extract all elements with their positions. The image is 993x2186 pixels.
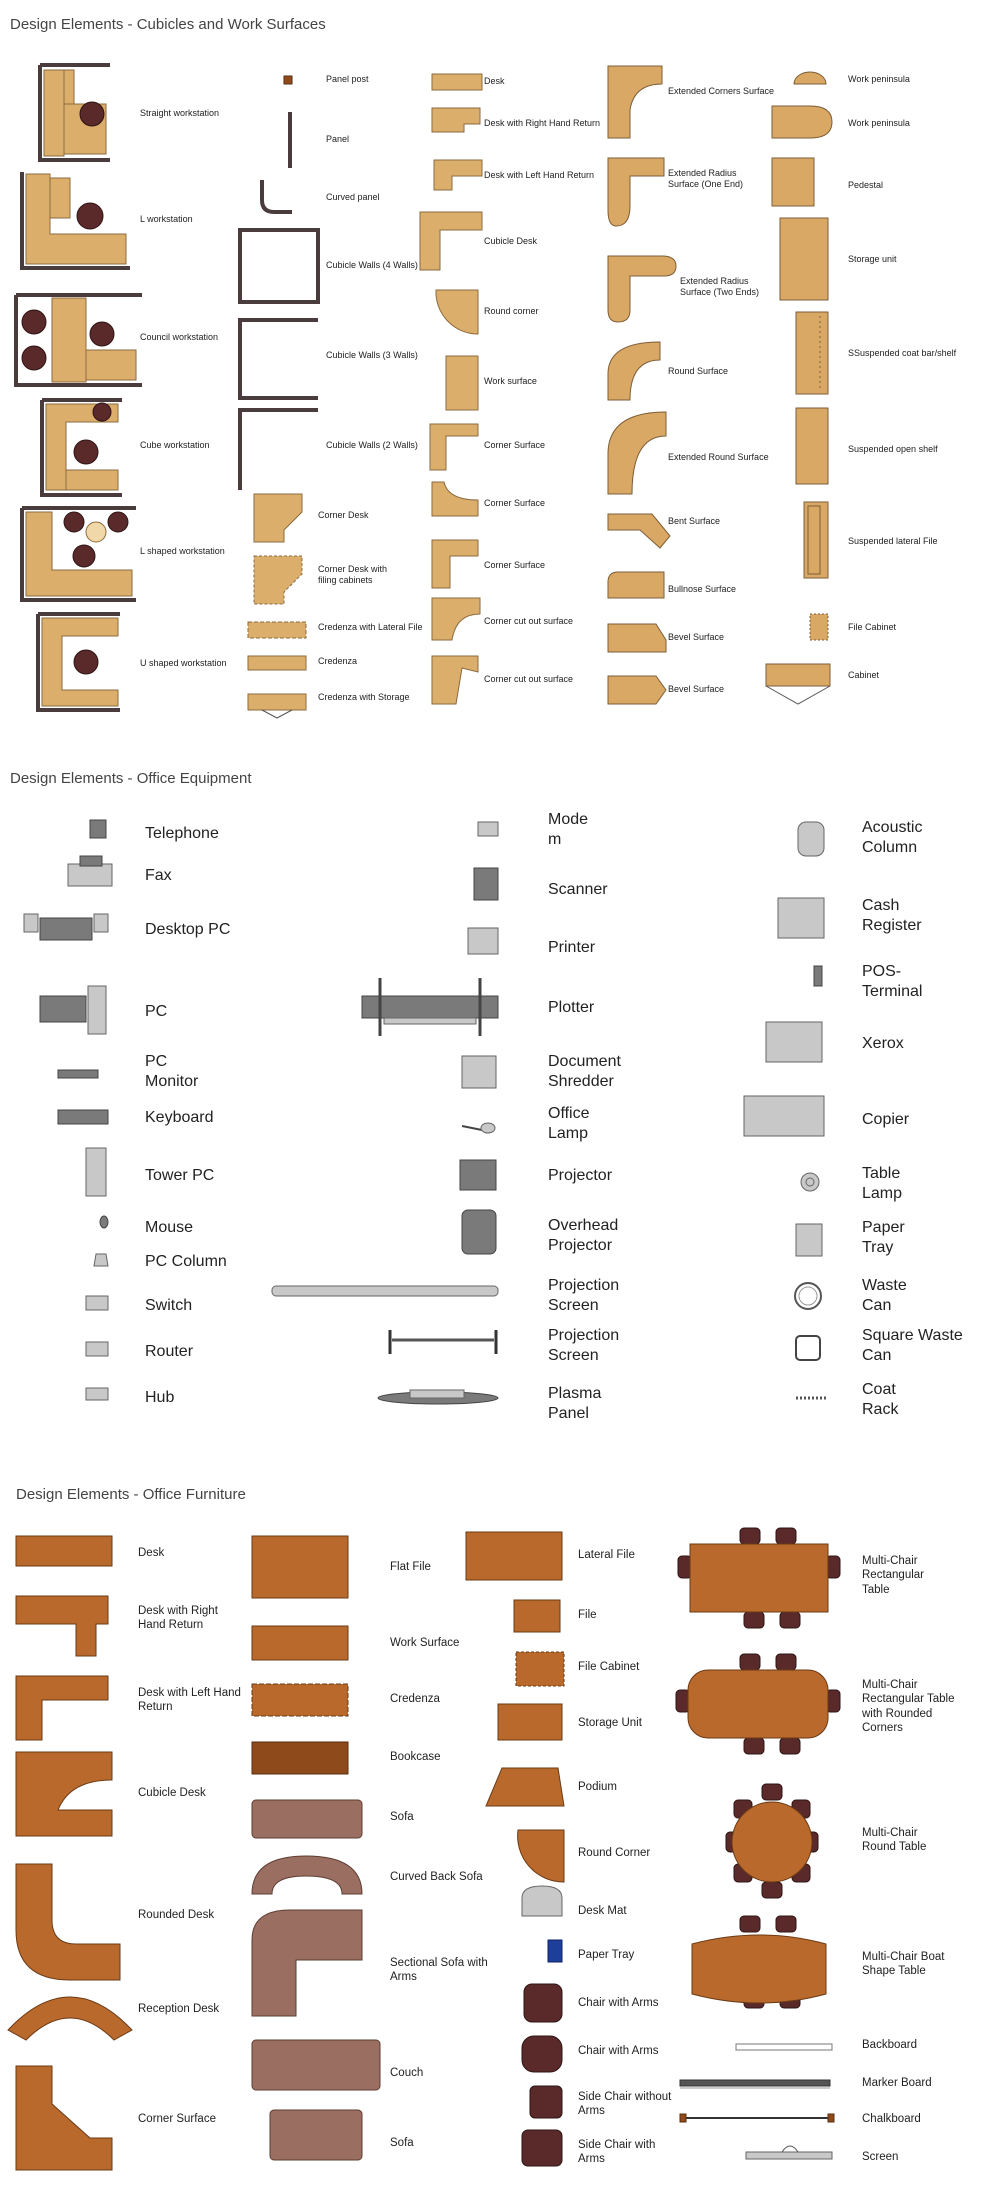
label-curved-back-sofa: Curved Back Sofa	[390, 1871, 483, 1883]
label-pc-monitor: PC Monitor	[145, 1053, 199, 1090]
overhead-projector-shape[interactable]	[462, 1210, 496, 1254]
label-multi-chair-rectangular-table: Multi-Chair Rectangular Table	[862, 1555, 925, 1596]
sectional-sofa-shape[interactable]	[252, 1910, 362, 2016]
file-cabinet-shape[interactable]	[810, 614, 828, 640]
label-acoustic-column: Acoustic Column	[862, 819, 923, 856]
label-multi-chair-rounded-table: Multi-Chair Rectangular Table with Rounded Corners	[862, 1679, 955, 1735]
round-surface-shape[interactable]	[608, 342, 660, 400]
label-corner-cut-out-b: Corner cut out surface	[484, 674, 574, 684]
section-title-office-furniture: Design Elements - Office Furniture	[16, 1486, 246, 1503]
label-sofa-a: Sofa	[390, 1811, 414, 1823]
multi-chair-boat-table-shape[interactable]	[692, 1916, 826, 2008]
copier-shape[interactable]	[744, 1096, 824, 1136]
cube-workstation-shape[interactable]	[42, 400, 122, 495]
label-file: File	[578, 1609, 597, 1621]
label-office-lamp: Office Lamp	[548, 1105, 590, 1142]
label-cabinet: Cabinet	[848, 670, 880, 680]
label-projection-screen-a: Projection Screen	[548, 1277, 620, 1314]
label-document-shredder: Document Shredder	[548, 1053, 621, 1090]
label-cube-workstation: Cube workstation	[140, 440, 210, 450]
round-corner-shape[interactable]	[436, 290, 478, 334]
label-round-corner: Round corner	[484, 306, 539, 316]
desk-right-return-shape[interactable]	[432, 108, 480, 132]
suspended-lateral-file-shape[interactable]	[804, 502, 828, 578]
curved-panel-shape[interactable]	[262, 180, 292, 212]
suspended-open-shelf-shape[interactable]	[796, 408, 828, 484]
extended-corners-surface-shape[interactable]	[608, 66, 662, 138]
label-furniture-desk: Desk	[138, 1547, 165, 1559]
label-work-surface: Work surface	[484, 376, 537, 386]
label-waste-can: Waste Can	[862, 1277, 907, 1314]
switch-shape[interactable]	[86, 1296, 108, 1310]
label-l-workstation: L workstation	[140, 214, 193, 224]
label-bullnose-surface: Bullnose Surface	[668, 584, 737, 594]
projection-screen-a-shape[interactable]	[272, 1286, 498, 1296]
chair-with-arms-b-shape[interactable]	[522, 2036, 562, 2072]
label-chair-with-arms-a: Chair with Arms	[578, 1997, 659, 2009]
label-square-waste-can: Square Waste Can	[862, 1327, 963, 1364]
bevel-surface-b-shape[interactable]	[608, 676, 666, 704]
extended-round-surface-shape[interactable]	[608, 412, 666, 494]
office-lamp-shape[interactable]	[462, 1123, 495, 1133]
file-shape[interactable]	[514, 1600, 560, 1632]
label-corner-desk: Corner Desk	[318, 510, 369, 520]
label-panel: Panel	[326, 134, 350, 144]
label-extended-round-surface: Extended Round Surface	[668, 452, 769, 462]
label-side-chair-without-arms: Side Chair without Arms	[578, 2091, 672, 2118]
document-shredder-shape[interactable]	[462, 1056, 496, 1088]
label-furniture-file-cabinet: File Cabinet	[578, 1661, 640, 1673]
label-bevel-surface-a: Bevel Surface	[668, 632, 725, 642]
furniture-storage-unit-shape[interactable]	[498, 1704, 562, 1740]
furniture-corner-surface-shape[interactable]	[16, 2066, 112, 2170]
bent-surface-shape[interactable]	[608, 514, 670, 548]
label-rounded-desk: Rounded Desk	[138, 1909, 215, 1921]
label-bevel-surface-b: Bevel Surface	[668, 684, 725, 694]
label-podium: Podium	[578, 1781, 617, 1793]
label-extended-radius-two-ends: Extended Radius Surface (Two Ends)	[680, 276, 760, 298]
screen-shape[interactable]	[746, 2146, 832, 2159]
work-peninsula-a-shape[interactable]	[794, 72, 826, 84]
telephone-shape[interactable]	[90, 820, 106, 838]
label-furniture-desk-left-return: Desk with Left Hand Return	[138, 1687, 241, 1714]
podium-shape[interactable]	[486, 1768, 564, 1806]
work-surface-shape[interactable]	[446, 356, 478, 410]
label-bent-surface: Bent Surface	[668, 516, 721, 526]
storage-unit-shape[interactable]	[780, 218, 828, 300]
label-straight-workstation: Straight workstation	[140, 108, 220, 118]
u-shaped-workstation-shape[interactable]	[38, 614, 120, 710]
corner-surface-b-shape[interactable]	[432, 482, 478, 516]
label-marker-board: Marker Board	[862, 2077, 932, 2089]
label-credenza: Credenza	[318, 656, 358, 666]
label-u-shaped-workstation: U shaped workstation	[140, 658, 227, 668]
pc-shape[interactable]	[40, 986, 106, 1034]
printer-shape[interactable]	[468, 928, 498, 954]
marker-board-shape[interactable]	[680, 2080, 830, 2088]
label-overhead-projector: Overhead Projector	[548, 1217, 619, 1254]
xerox-shape[interactable]	[766, 1022, 822, 1062]
label-round-surface: Round Surface	[668, 366, 729, 376]
label-pc-column: PC Column	[145, 1253, 227, 1270]
cubicle-walls-3-shape[interactable]	[240, 320, 318, 398]
label-furniture-desk-right-return: Desk with Right Hand Return	[138, 1605, 218, 1632]
label-storage-unit: Storage unit	[848, 254, 897, 264]
label-tower-pc: Tower PC	[145, 1167, 215, 1184]
flat-file-shape[interactable]	[252, 1536, 348, 1598]
bevel-surface-a-shape[interactable]	[608, 624, 666, 652]
label-desktop-pc: Desktop PC	[145, 921, 231, 938]
label-pos-terminal: POS-Terminal	[862, 963, 923, 1000]
label-chair-with-arms-b: Chair with Arms	[578, 2045, 659, 2057]
label-credenza-storage: Credenza with Storage	[318, 692, 410, 702]
label-side-chair-with-arms: Side Chair with Arms	[578, 2139, 656, 2166]
label-plasma-panel: Plasma Panel	[548, 1385, 602, 1422]
chair-with-arms-a-shape[interactable]	[524, 1984, 562, 2022]
label-suspended-open-shelf: Suspended open shelf	[848, 444, 938, 454]
keyboard-shape[interactable]	[58, 1110, 108, 1124]
label-corner-cut-out-a: Corner cut out surface	[484, 616, 574, 626]
modem-shape[interactable]	[478, 822, 498, 836]
cubicle-walls-4-shape[interactable]	[240, 230, 318, 302]
label-desk: Desk	[484, 76, 505, 86]
multi-chair-rounded-rectangular-table-shape[interactable]	[676, 1654, 840, 1754]
desktop-pc-shape[interactable]	[24, 914, 108, 940]
label-pedestal: Pedestal	[848, 180, 884, 190]
label-corner-surface-b: Corner Surface	[484, 498, 546, 508]
l-workstation-shape[interactable]	[22, 172, 130, 268]
label-extended-corners-surface: Extended Corners Surface	[668, 86, 775, 96]
furniture-work-surface-shape[interactable]	[252, 1626, 348, 1660]
label-coat-rack: Coat Rack	[862, 1381, 899, 1418]
label-furniture-credenza: Credenza	[390, 1693, 440, 1705]
label-projector: Projector	[548, 1167, 613, 1184]
mouse-shape[interactable]	[100, 1216, 108, 1228]
multi-chair-rectangular-table-shape[interactable]	[678, 1528, 840, 1628]
label-panel-post: Panel post	[326, 74, 369, 84]
label-suspended-coat-bar: SSuspended coat bar/shelf	[848, 348, 957, 358]
pedestal-shape[interactable]	[772, 158, 814, 206]
desk-left-return-shape[interactable]	[434, 160, 482, 190]
scanner-shape[interactable]	[474, 868, 498, 900]
square-waste-can-shape[interactable]	[796, 1336, 820, 1360]
label-corner-surface-c: Corner Surface	[484, 560, 546, 570]
label-modem: Modem	[548, 811, 589, 848]
label-cubicle-desk: Cubicle Desk	[484, 236, 538, 246]
label-extended-radius-one-end: Extended Radius Surface (One End)	[668, 168, 744, 190]
corner-surface-a-shape[interactable]	[430, 424, 478, 470]
label-pc: PC	[145, 1003, 168, 1020]
cabinet-shape[interactable]	[766, 664, 830, 704]
label-keyboard: Keyboard	[145, 1109, 214, 1126]
sofa-a-shape[interactable]	[252, 1800, 362, 1838]
credenza-storage-shape[interactable]	[248, 694, 306, 718]
council-workstation-shape[interactable]	[16, 295, 142, 385]
furniture-round-corner-shape[interactable]	[518, 1830, 564, 1882]
extended-radius-two-ends-shape[interactable]	[608, 256, 676, 322]
sofa-b-shape[interactable]	[270, 2110, 362, 2160]
l-shaped-workstation-shape[interactable]	[22, 508, 136, 600]
section-title-cubicles: Design Elements - Cubicles and Work Surfaces	[10, 16, 326, 33]
hub-shape[interactable]	[86, 1388, 108, 1400]
corner-cut-out-b-shape[interactable]	[432, 656, 478, 704]
pc-monitor-shape[interactable]	[58, 1070, 98, 1078]
curved-back-sofa-shape[interactable]	[252, 1856, 362, 1894]
label-mouse: Mouse	[145, 1219, 194, 1236]
corner-surface-c-shape[interactable]	[432, 540, 478, 588]
label-curved-panel: Curved panel	[326, 192, 380, 202]
label-desk-right-return: Desk with Right Hand Return	[484, 118, 601, 128]
label-furniture-storage-unit: Storage Unit	[578, 1717, 642, 1729]
label-plotter: Plotter	[548, 999, 595, 1016]
suspended-coat-bar-shape[interactable]	[796, 312, 828, 394]
label-sofa-b: Sofa	[390, 2137, 414, 2149]
label-router: Router	[145, 1343, 194, 1360]
work-peninsula-b-shape[interactable]	[772, 106, 832, 138]
cash-register-shape[interactable]	[778, 898, 824, 938]
label-sectional-sofa: Sectional Sofa with Arms	[390, 1957, 488, 1984]
straight-workstation-shape[interactable]	[40, 65, 110, 160]
label-desk-left-return: Desk with Left Hand Return	[484, 170, 595, 180]
side-chair-without-arms-shape[interactable]	[530, 2086, 562, 2118]
label-suspended-lateral-file: Suspended lateral File	[848, 536, 938, 546]
label-switch: Switch	[145, 1297, 193, 1314]
desk-mat-shape[interactable]	[522, 1886, 562, 1916]
label-copier: Copier	[862, 1111, 910, 1128]
label-file-cabinet: File Cabinet	[848, 622, 897, 632]
label-corner-surface-a: Corner Surface	[484, 440, 546, 450]
projector-shape[interactable]	[460, 1160, 496, 1190]
chalkboard-shape[interactable]	[680, 2114, 834, 2122]
furniture-desk-right-return-shape[interactable]	[16, 1596, 108, 1656]
label-work-peninsula-a: Work peninsula	[848, 74, 910, 84]
label-furniture-paper-tray: Paper Tray	[578, 1949, 635, 1961]
label-flat-file: Flat File	[390, 1561, 431, 1573]
label-projection-screen-b: Projection Screen	[548, 1327, 620, 1364]
label-printer: Printer	[548, 939, 596, 956]
label-cash-register: Cash Register	[862, 897, 922, 934]
label-furniture-cubicle-desk: Cubicle Desk	[138, 1787, 206, 1799]
furniture-rounded-desk-shape[interactable]	[16, 1864, 120, 1980]
furniture-reception-desk-shape[interactable]	[8, 1997, 132, 2040]
furniture-file-cabinet-shape[interactable]	[516, 1652, 564, 1686]
label-cubicle-walls-2: Cubicle Walls (2 Walls)	[326, 440, 418, 450]
side-chair-with-arms-shape[interactable]	[522, 2130, 562, 2166]
corner-desk-filing-shape[interactable]	[254, 556, 302, 604]
label-cubicle-walls-3: Cubicle Walls (3 Walls)	[326, 350, 418, 360]
label-work-peninsula-b: Work peninsula	[848, 118, 910, 128]
label-multi-chair-boat-table: Multi-Chair Boat Shape Table	[862, 1951, 945, 1978]
bookcase-shape[interactable]	[252, 1742, 348, 1774]
label-reception-desk: Reception Desk	[138, 2003, 220, 2015]
fax-shape[interactable]	[68, 856, 112, 886]
label-furniture-lateral-file: Lateral File	[578, 1549, 635, 1561]
furniture-desk-shape[interactable]	[16, 1536, 112, 1566]
plasma-panel-shape[interactable]	[378, 1390, 498, 1404]
label-corner-desk-filing: Corner Desk with filing cabinets	[318, 564, 388, 586]
label-furniture-work-surface: Work Surface	[390, 1637, 460, 1649]
corner-cut-out-a-shape[interactable]	[432, 598, 480, 640]
furniture-cubicle-desk-shape[interactable]	[16, 1752, 112, 1836]
furniture-desk-left-return-shape[interactable]	[16, 1676, 108, 1740]
label-hub: Hub	[145, 1389, 175, 1406]
label-backboard: Backboard	[862, 2039, 917, 2051]
table-lamp-shape[interactable]	[801, 1173, 819, 1191]
projection-screen-b-shape[interactable]	[390, 1330, 496, 1354]
credenza-shape[interactable]	[248, 656, 306, 670]
multi-chair-round-table-shape[interactable]	[726, 1784, 818, 1898]
tower-pc-shape[interactable]	[86, 1148, 106, 1196]
label-telephone: Telephone	[145, 825, 219, 842]
label-bookcase: Bookcase	[390, 1751, 441, 1763]
furniture-credenza-shape[interactable]	[252, 1684, 348, 1716]
label-xerox: Xerox	[862, 1035, 904, 1052]
pc-column-shape[interactable]	[94, 1254, 108, 1266]
router-shape[interactable]	[86, 1342, 108, 1356]
couch-shape[interactable]	[252, 2040, 380, 2090]
label-council-workstation: Council workstation	[140, 332, 219, 342]
furniture-lateral-file-shape[interactable]	[466, 1532, 562, 1580]
acoustic-column-shape[interactable]	[798, 822, 824, 856]
label-table-lamp: Table Lamp	[862, 1165, 903, 1202]
label-desk-mat: Desk Mat	[578, 1905, 627, 1917]
waste-can-shape[interactable]	[795, 1283, 821, 1309]
bullnose-surface-shape[interactable]	[608, 572, 664, 598]
label-cubicle-walls-4: Cubicle Walls (4 Walls)	[326, 260, 418, 270]
paper-tray-furniture-shape[interactable]	[548, 1940, 562, 1962]
label-multi-chair-round-table: Multi-Chair Round Table	[862, 1827, 927, 1854]
panel-post-shape[interactable]	[284, 76, 292, 84]
label-scanner: Scanner	[548, 881, 608, 898]
label-screen: Screen	[862, 2151, 899, 2163]
label-chalkboard: Chalkboard	[862, 2113, 921, 2125]
label-furniture-corner-surface: Corner Surface	[138, 2113, 216, 2125]
cubicle-walls-2-shape[interactable]	[240, 410, 318, 490]
paper-tray-shape[interactable]	[796, 1224, 822, 1256]
label-paper-tray: Paper Tray	[862, 1219, 905, 1256]
extended-radius-one-end-shape[interactable]	[608, 158, 664, 226]
label-furniture-round-corner: Round Corner	[578, 1847, 651, 1859]
label-couch: Couch	[390, 2067, 424, 2079]
desk-shape[interactable]	[432, 74, 482, 90]
corner-desk-shape[interactable]	[254, 494, 302, 542]
plotter-shape[interactable]	[362, 978, 498, 1036]
backboard-shape[interactable]	[736, 2044, 832, 2050]
credenza-lateral-file-shape[interactable]	[248, 622, 306, 638]
label-fax: Fax	[145, 867, 172, 884]
section-title-office-equipment: Design Elements - Office Equipment	[10, 770, 252, 787]
pos-terminal-shape[interactable]	[814, 966, 822, 986]
label-l-shaped-workstation: L shaped workstation	[140, 546, 225, 556]
cubicle-desk-shape[interactable]	[420, 212, 482, 270]
label-credenza-lateral-file: Credenza with Lateral File	[318, 622, 423, 632]
